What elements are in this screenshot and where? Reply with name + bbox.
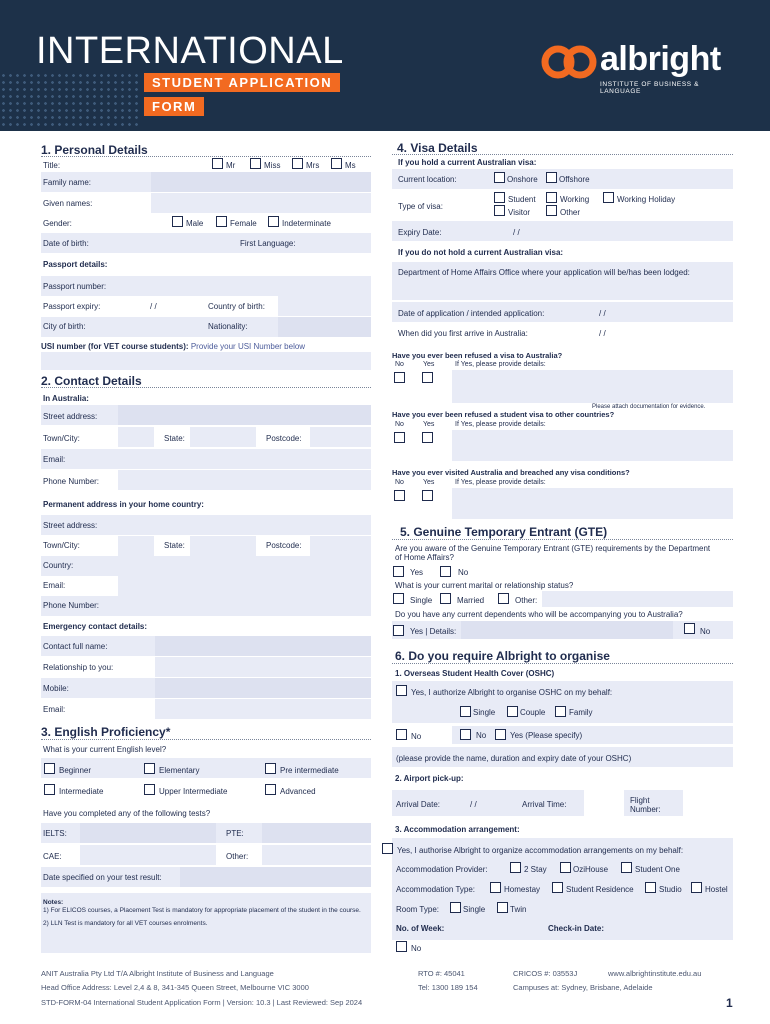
gender-male-label: Male — [186, 219, 204, 228]
test-date-field[interactable] — [180, 867, 371, 887]
first-arrival-field[interactable] — [392, 323, 733, 343]
section-visa-heading: 4. Visa Details — [397, 141, 478, 155]
breached-conditions-question: Have you ever visited Australia and breached any visa conditions? — [392, 468, 630, 477]
title-ms-checkbox[interactable] — [331, 158, 342, 169]
refused-student-visa-question: Have you ever been refused a student visa to other countries? — [392, 410, 615, 419]
no-current-visa-heading: If you do not hold a current Australian visa: — [398, 248, 564, 257]
level-upper-intermediate-checkbox[interactable] — [144, 784, 155, 795]
breached-yes-label: Yes — [423, 479, 435, 486]
phone-label: Phone Number: — [43, 477, 100, 486]
note-2: 2) LLN Test is mandatory for all VET courses enrolments. — [43, 920, 208, 927]
marital-single-label: Single — [410, 596, 433, 605]
header-title: INTERNATIONAL — [36, 30, 344, 72]
refused-student-yes-label: Yes — [423, 421, 435, 428]
level-elementary-checkbox[interactable] — [144, 763, 155, 774]
accommodation-heading: 3. Accommodation arrangement: — [395, 825, 520, 834]
level-advanced-label: Advanced — [280, 787, 316, 796]
section-organise-heading: 6. Do you require Albright to organise — [395, 649, 610, 663]
cover-couple-label: Couple — [520, 708, 546, 717]
gender-label: Gender: — [43, 219, 72, 228]
other-test-label: Other: — [226, 852, 249, 861]
weeks-label: No. of Week: — [396, 924, 445, 933]
town-field[interactable] — [118, 427, 154, 447]
refused-details-field[interactable] — [452, 370, 733, 403]
contact-name-label: Contact full name: — [43, 642, 108, 651]
field-row-bg — [392, 221, 733, 241]
refused-student-yes-checkbox[interactable] — [422, 432, 433, 443]
provider-ozihouse-checkbox[interactable] — [560, 862, 571, 873]
marital-other-field[interactable] — [542, 591, 733, 607]
gte-no-label: No — [458, 568, 469, 577]
footer-phone: Tel: 1300 189 154 — [418, 983, 478, 992]
footer-cricos: CRICOS #: 03553J — [513, 969, 578, 978]
title-mrs-label: Mrs — [306, 161, 320, 170]
state-field[interactable] — [190, 427, 256, 447]
dependents-yes-checkbox[interactable] — [393, 625, 404, 636]
oshc-own-no-label: No — [476, 731, 487, 740]
title-label: Title: — [43, 161, 61, 170]
postcode2-field[interactable] — [310, 536, 371, 556]
english-level-question: What is your current English level? — [43, 745, 167, 754]
page-header — [0, 0, 770, 131]
level-pre-intermediate-checkbox[interactable] — [265, 763, 276, 774]
dependents-yes-label: Yes | Details: — [410, 627, 457, 636]
postcode-field[interactable] — [310, 427, 371, 447]
checkin-date-label: Check-in Date: — [548, 924, 605, 933]
gender-male-checkbox[interactable] — [172, 216, 183, 227]
street-label: Street address: — [43, 412, 98, 421]
refused-no-checkbox[interactable] — [394, 372, 405, 383]
marital-other-label: Other: — [515, 596, 538, 605]
email-label: Email: — [43, 455, 66, 464]
visa-working-checkbox[interactable] — [546, 192, 557, 203]
arrival-date-slashes: / / — [470, 800, 477, 809]
refused-yes-checkbox[interactable] — [422, 372, 433, 383]
other-test-field[interactable] — [262, 845, 371, 865]
level-intermediate-checkbox[interactable] — [44, 784, 55, 795]
oshc-own-yes-label: Yes (Please specify) — [510, 731, 583, 740]
type-student-residence-label: Student Residence — [566, 885, 634, 894]
divider — [41, 739, 371, 740]
flight-number-label: Flight Number: — [630, 796, 661, 814]
dot-pattern-decoration — [0, 72, 140, 130]
header-subtitle-line1: STUDENT APPLICATION — [144, 73, 340, 92]
state2-field[interactable] — [190, 536, 256, 556]
phone-field[interactable] — [118, 470, 371, 490]
cae-field[interactable] — [80, 845, 216, 865]
passport-expiry-label: Passport expiry: — [43, 302, 101, 311]
dob-label: Date of birth: — [43, 239, 89, 248]
breached-details-field[interactable] — [452, 488, 733, 519]
footer-company: ANIT Australia Pty Ltd T/A Albright Institute of Business and Language — [41, 969, 274, 978]
section-gte-heading: 5. Genuine Temporary Entrant (GTE) — [400, 525, 608, 539]
gte-aware-question: Are you aware of the Genuine Temporary Entrant (GTE) requirements by the Department of Home Affairs? — [395, 544, 711, 562]
passport-details-heading: Passport details: — [43, 260, 108, 269]
town2-field[interactable] — [118, 536, 154, 556]
marital-question: What is your current marital or relationship status? — [395, 581, 574, 590]
gte-no-checkbox[interactable] — [440, 566, 451, 577]
pte-label: PTE: — [226, 829, 244, 838]
mobile-label: Mobile: — [43, 684, 69, 693]
current-visa-heading: If you hold a current Australian visa: — [398, 158, 537, 167]
marital-single-checkbox[interactable] — [393, 593, 404, 604]
offshore-label: Offshore — [559, 175, 590, 184]
gender-indeterminate-label: Indeterminate — [282, 219, 331, 228]
country-field[interactable] — [41, 556, 371, 576]
phone2-label: Phone Number: — [43, 601, 100, 610]
email-field[interactable] — [41, 449, 371, 469]
arrival-date-label: Arrival Date: — [396, 800, 441, 809]
level-beginner-label: Beginner — [59, 766, 92, 775]
accom-yes-label: Yes, I authorise Albright to organize accommodation arrangements on my behalf: — [397, 846, 684, 855]
town2-label: Town/City: — [43, 541, 80, 550]
visa-type-label: Type of visa: — [398, 202, 443, 211]
divider — [392, 539, 733, 540]
refused-student-details-field[interactable] — [452, 430, 733, 461]
refused-no-label: No — [395, 361, 404, 368]
type-hostel-checkbox[interactable] — [691, 882, 702, 893]
visa-working-holiday-label: Working Holiday — [617, 195, 676, 204]
type-homestay-checkbox[interactable] — [490, 882, 501, 893]
first-language-field[interactable] — [307, 233, 371, 253]
usi-field[interactable] — [41, 352, 371, 370]
cover-couple-checkbox[interactable] — [507, 706, 518, 717]
divider — [392, 154, 733, 155]
usi-hint: Provide your USI Number below — [190, 342, 306, 351]
section-contact-heading: 2. Contact Details — [41, 374, 142, 388]
oshc-no-label: No — [411, 732, 422, 741]
title-ms-label: Ms — [345, 161, 356, 170]
room-single-checkbox[interactable] — [450, 902, 461, 913]
level-elementary-label: Elementary — [159, 766, 200, 775]
marital-other-checkbox[interactable] — [498, 593, 509, 604]
provider-student-one-checkbox[interactable] — [621, 862, 632, 873]
marital-married-checkbox[interactable] — [440, 593, 451, 604]
refused-student-no-label: No — [395, 421, 404, 428]
visa-other-label: Other — [560, 208, 581, 217]
nationality-label: Nationality: — [208, 322, 248, 331]
postcode-label: Postcode: — [266, 434, 302, 443]
dependents-no-checkbox[interactable] — [684, 623, 695, 634]
type-hostel-label: Hostel — [705, 885, 728, 894]
expiry-slashes: / / — [513, 228, 520, 237]
first-language-label: First Language: — [240, 239, 296, 248]
family-name-label: Family name: — [43, 178, 92, 187]
offshore-checkbox[interactable] — [546, 172, 557, 183]
oshc-heading: 1. Overseas Student Health Cover (OSHC) — [395, 669, 555, 678]
first-arrival-label: When did you first arrive in Australia: — [398, 329, 528, 338]
visa-visitor-checkbox[interactable] — [494, 205, 505, 216]
airport-pickup-heading: 2. Airport pick-up: — [395, 774, 464, 783]
visa-other-checkbox[interactable] — [546, 205, 557, 216]
footer-campuses: Campuses at: Sydney, Brisbane, Adelaide — [513, 983, 653, 992]
flight-number-field[interactable] — [683, 790, 733, 816]
country-of-birth-field[interactable] — [278, 296, 371, 316]
family-name-field[interactable] — [151, 172, 371, 192]
state2-label: State: — [164, 541, 185, 550]
onshore-checkbox[interactable] — [494, 172, 505, 183]
room-single-label: Single — [463, 905, 486, 914]
breached-no-checkbox[interactable] — [394, 490, 405, 501]
refused-yes-label: Yes — [423, 361, 435, 368]
title-miss-label: Miss — [264, 161, 281, 170]
logo-wordmark: albright — [600, 40, 721, 78]
gte-yes-label: Yes — [410, 568, 424, 577]
gender-female-label: Female — [230, 219, 257, 228]
oshc-details-label: (please provide the name, duration and expiry date of your OSHC) — [396, 754, 632, 763]
street-field[interactable] — [118, 405, 371, 425]
accom-no-label: No — [411, 944, 422, 953]
cover-single-label: Single — [473, 708, 496, 717]
first-arrival-slashes: / / — [599, 329, 606, 338]
onshore-label: Onshore — [507, 175, 538, 184]
header-subtitle-line2: FORM — [144, 97, 204, 116]
gender-female-checkbox[interactable] — [216, 216, 227, 227]
section-personal-heading: 1. Personal Details — [41, 143, 148, 157]
dependents-no-label: No — [700, 627, 711, 636]
refused-if-yes-label: If Yes, please provide details: — [455, 361, 546, 368]
level-intermediate-label: Intermediate — [59, 787, 104, 796]
dept-office-field[interactable] — [392, 282, 733, 300]
dependents-question: Do you have any current dependents who will be accompanying you to Australia? — [395, 610, 683, 619]
ielts-label: IELTS: — [43, 829, 67, 838]
permanent-address-heading: Permanent address in your home country: — [43, 500, 204, 509]
accommodation-type-label: Accommodation Type: — [396, 885, 476, 894]
provider-2stay-checkbox[interactable] — [510, 862, 521, 873]
nationality-field[interactable] — [278, 317, 371, 337]
title-mrs-checkbox[interactable] — [292, 158, 303, 169]
provider-label: Accommodation Provider: — [396, 865, 488, 874]
cover-single-checkbox[interactable] — [460, 706, 471, 717]
arrival-time-field[interactable] — [584, 790, 624, 816]
logo-mark-icon — [540, 38, 598, 82]
footer-office-address: Head Office Address: Level 2,4 & 8, 341-345 Queen Street, Melbourne VIC 3000 — [41, 983, 309, 992]
city-of-birth-label: City of birth: — [43, 322, 86, 331]
note-1: 1) For ELICOS courses, a Placement Test is mandatory for appropriate placement of the student in the course. — [43, 907, 361, 914]
visa-working-label: Working — [560, 195, 590, 204]
accom-yes-checkbox[interactable] — [382, 843, 393, 854]
email3-field[interactable] — [155, 699, 371, 719]
visa-working-holiday-checkbox[interactable] — [603, 192, 614, 203]
attach-evidence-note: Please attach documentation for evidence. — [592, 404, 706, 410]
arrival-time-label: Arrival Time: — [522, 800, 567, 809]
accom-no-checkbox[interactable] — [396, 941, 407, 952]
provider-ozihouse-label: OziHouse — [573, 865, 609, 874]
title-mr-label: Mr — [226, 161, 236, 170]
provider-2stay-label: 2 Stay — [524, 865, 547, 874]
type-student-residence-checkbox[interactable] — [552, 882, 563, 893]
country-label: Country: — [43, 561, 74, 570]
application-date-label: Date of application / intended application: — [398, 309, 545, 318]
level-advanced-checkbox[interactable] — [265, 784, 276, 795]
room-twin-label: Twin — [510, 905, 527, 914]
dob-field[interactable] — [151, 233, 231, 253]
cae-label: CAE: — [43, 852, 62, 861]
email2-field[interactable] — [118, 576, 371, 596]
footer-document-id: STD-FORM-04 International Student Application Form | Version: 10.3 | Last Reviewed: Sep 2024 — [41, 998, 363, 1007]
gender-indeterminate-checkbox[interactable] — [268, 216, 279, 227]
breached-if-yes-label: If Yes, please provide details: — [455, 479, 546, 486]
visa-student-label: Student — [508, 195, 536, 204]
usi-label-bold: USI number (for VET course students): — [41, 342, 189, 351]
page-number: 1 — [726, 996, 733, 1010]
cover-family-checkbox[interactable] — [555, 706, 566, 717]
level-upper-intermediate-label: Upper Intermediate — [159, 787, 228, 796]
pte-field[interactable] — [262, 823, 371, 843]
passport-expiry-slashes: / / — [150, 302, 157, 311]
oshc-yes-checkbox[interactable] — [396, 685, 407, 696]
breached-no-label: No — [395, 479, 404, 486]
refused-student-no-checkbox[interactable] — [394, 432, 405, 443]
type-studio-label: Studio — [659, 885, 682, 894]
section-english-heading: 3. English Proficiency* — [41, 725, 171, 739]
oshc-no-checkbox[interactable] — [396, 729, 407, 740]
emergency-contact-heading: Emergency contact details: — [43, 622, 148, 631]
in-australia-heading: In Australia: — [43, 394, 89, 403]
relationship-label: Relationship to you: — [43, 663, 114, 672]
current-location-label: Current location: — [398, 175, 457, 184]
oshc-yes-label: Yes, I authorize Albright to organise OSHC on my behalf: — [411, 688, 613, 697]
divider — [392, 663, 733, 664]
level-beginner-checkbox[interactable] — [44, 763, 55, 774]
dept-office-label: Department of Home Affairs Office where your application will be/has been lodged: — [398, 268, 690, 277]
relationship-field[interactable] — [155, 657, 371, 677]
country-of-birth-label: Country of birth: — [208, 302, 265, 311]
oshc-own-no-checkbox[interactable] — [460, 729, 471, 740]
provider-student-one-label: Student One — [635, 865, 680, 874]
albright-logo — [540, 38, 740, 95]
notes-title: Notes: — [43, 899, 64, 906]
title-mr-checkbox[interactable] — [212, 158, 223, 169]
room-type-label: Room Type: — [396, 905, 439, 914]
state-label: State: — [164, 434, 185, 443]
refused-student-if-yes-label: If Yes, please provide details: — [455, 421, 546, 428]
ielts-field[interactable] — [80, 823, 216, 843]
town-label: Town/City: — [43, 434, 80, 443]
mobile-field[interactable] — [155, 678, 371, 698]
room-twin-checkbox[interactable] — [497, 902, 508, 913]
contact-name-field[interactable] — [155, 636, 371, 656]
type-homestay-label: Homestay — [504, 885, 541, 894]
gte-yes-checkbox[interactable] — [393, 566, 404, 577]
given-names-label: Given names: — [43, 199, 93, 208]
marital-married-label: Married — [457, 596, 485, 605]
given-names-field[interactable] — [151, 193, 371, 213]
visa-student-checkbox[interactable] — [494, 192, 505, 203]
application-date-slashes: / / — [599, 309, 606, 318]
level-pre-intermediate-label: Pre intermediate — [280, 766, 339, 775]
postcode2-label: Postcode: — [266, 541, 302, 550]
footer-website[interactable]: www.albrightinstitute.edu.au — [608, 969, 702, 978]
footer-rto: RTO #: 45041 — [418, 969, 465, 978]
visa-visitor-label: Visitor — [508, 208, 531, 217]
title-miss-checkbox[interactable] — [250, 158, 261, 169]
refused-visa-question: Have you ever been refused a visa to Australia? — [392, 351, 563, 360]
logo-tagline: INSTITUTE OF BUSINESS & LANGUAGE — [600, 81, 700, 95]
tests-question: Have you completed any of the following tests? — [43, 809, 211, 818]
cover-family-label: Family — [569, 708, 593, 717]
breached-yes-checkbox[interactable] — [422, 490, 433, 501]
divider — [41, 156, 371, 157]
usi-label — [41, 342, 305, 351]
dependents-details-field[interactable] — [461, 621, 673, 639]
divider — [41, 387, 371, 388]
oshc-own-yes-checkbox[interactable] — [495, 729, 506, 740]
type-studio-checkbox[interactable] — [645, 882, 656, 893]
email3-label: Email: — [43, 705, 66, 714]
test-date-label: Date specified on your test result: — [43, 873, 162, 882]
street2-label: Street address: — [43, 521, 98, 530]
passport-number-label: Passport number: — [43, 282, 107, 291]
expiry-label: Expiry Date: — [398, 228, 442, 237]
email2-label: Email: — [43, 581, 66, 590]
